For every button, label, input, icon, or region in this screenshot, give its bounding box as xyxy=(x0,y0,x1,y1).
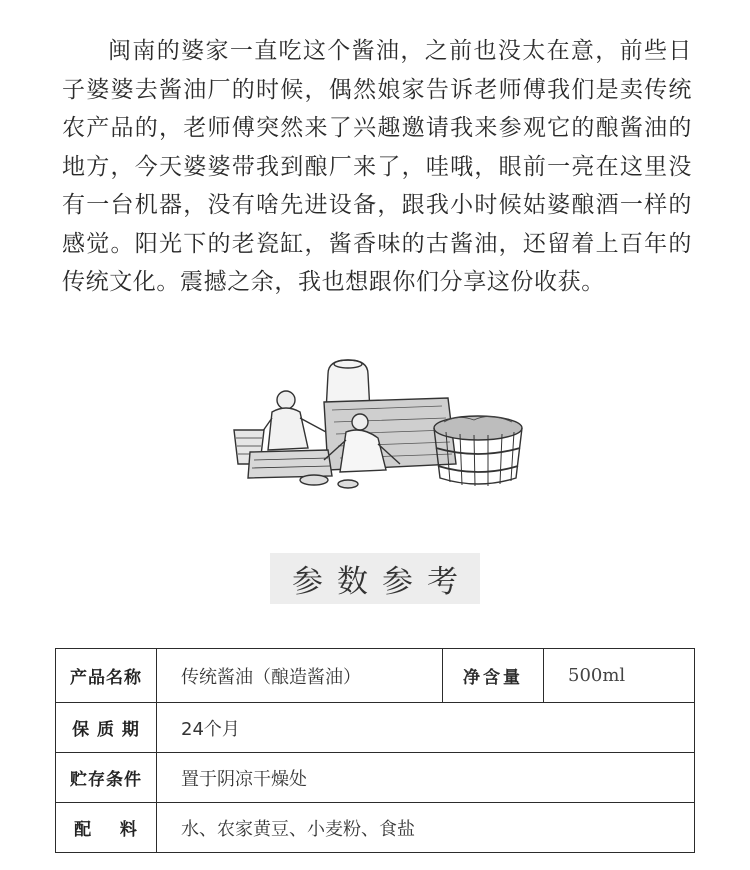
table-row xyxy=(56,753,695,803)
table-row xyxy=(56,803,695,853)
table-row xyxy=(56,649,695,703)
section-title: 参数参考 xyxy=(292,564,472,600)
shelf-life-label: 保 质 期 xyxy=(56,703,157,753)
product-name-value: 传统酱油（酿造酱油） xyxy=(157,649,443,703)
intro-paragraph: 闽南的婆家一直吃这个酱油，之前也没太在意，前些日子婆婆去酱油厂的时候，偶然娘家告诉老师傅我们是卖传统农产品的，老师傅突然来了兴趣邀请我来参观它的酿酱油的地方，今天婆婆带我到酿厂来了，哇哦，眼前一亮在这里没有一台机器，没有啥先进设备，跟我小时候姑婆酿酒一样的感觉。阳光下的老瓷缸，酱香味的古酱油，还留着上百年的传统文化。震撼之余，我也想跟你们分享这份收获。 xyxy=(62,38,692,295)
soy-brewing-illustration xyxy=(228,352,528,502)
storage-label: 贮存条件 xyxy=(56,753,157,803)
net-content-label: 净含量 xyxy=(443,649,544,703)
product-spec-table xyxy=(55,648,695,853)
section-title-box xyxy=(270,553,480,604)
table-row xyxy=(56,703,695,753)
ingredients-value: 水、农家黄豆、小麦粉、食盐 xyxy=(157,803,695,853)
storage-value: 置于阴凉干燥处 xyxy=(157,753,695,803)
net-content-value: 500ml xyxy=(544,649,695,703)
ingredients-label: 配 料 xyxy=(56,803,157,853)
shelf-life-value: 24个月 xyxy=(157,703,695,753)
product-name-label: 产品名称 xyxy=(56,649,157,703)
